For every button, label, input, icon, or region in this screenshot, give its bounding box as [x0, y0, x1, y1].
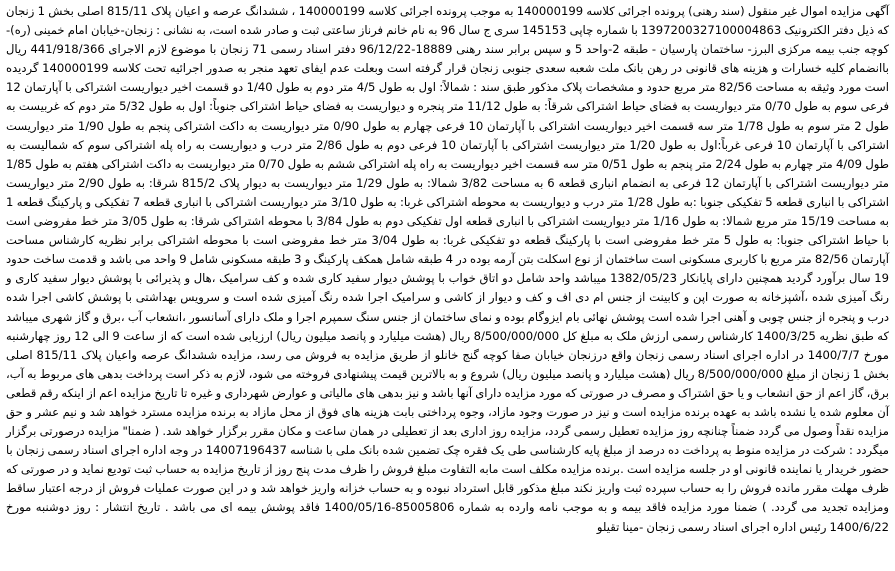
auction-notice-text: آگهی مزایده اموال غیر منقول (سند رهنی) پرونده اجرائی کلاسه 140000199 به موجب پرونده اجرائی کلاسه 140000199 ، ششدانگ عرصه و اعیان پلاک 815/11 اصلی بخش 1 زنجان که ذیل دفتر الکترونیک 139720032710000486​3 با شماره چاپی 145153 سری ج سال 96 به نام خانم فرناز ساعتی ثبت و صادر شده است، به نشانی : زنجان-خیابان امام خمینی (ره)-کوچه جنب بیمه مرکزی البرز- ساختمان پارسیان - طبقه 2-واحد 5 و سپس برابر سند رهنی 18889-96/12/22 دفتر اسناد رسمی 71 زنجان با موضوع لازم الاجرای 441/918/366 ریال باانضمام کلیه خسارات و هزینه های قانونی در رهن بانک ملت شعبه سعدی جنوبی زنجان قرار گرفته است وبعلت عدم ایفای تعهد منجر به صدور اجرائیه تحت کلاسه 140000199 گردیده است مورد وثیقه به مساحت 82/56 متر مربع حدود و مشخصات پلاک مذکور طبق سند : شمالاً: اول به طول 4/5 متر دوم به طول 1/40 دو قسمت اخیر دیواریست اشتراکی با آپارتمان 12 فرعی سوم به طول 0/70 متر دیواریست به فضای حیاط اشتراکی شرقاً: به طول 11/12 متر پنجره و دیواریست به فضای حیاط اشتراکی جنوباً: اول به طول 5/32 متر دوم که غربیست به طول 2 متر سوم به طول 1/78 متر سه قسمت اخیر دیواریست اشتراکی با آپارتمان 10 فرعی چهارم به طول 0/90 متر دیواریست به داکت اشتراکی پنجم به طول 1/90 متر دیواریست اشتراکی با آپارتمان 10 فرعی غرباً:اول به طول 1/20 متر دیواریست اشتراکی با آپارتمان 10 فرعی دوم به طول 2/86 متر درب و دیواریست به راه پله اشتراکی سوم که شمالیست به طول 4/09 متر چهارم به طول 2/24 متر پنجم به طول 0/51 متر سه قسمت اخیر دیواریست به راه پله اشتراکی ششم به طول 0/70 متر دیواریست به داکت اشتراکی هفتم به طول 1/85 متر دیواریست اشتراکی با آپارتمان 12 فرعی به انضمام انباری قطعه 6 به مساحت 3/82 شمالا: به طول 1/29 متر دیواریست به دیوار پلاک 815/2 شرقا: به طول 2/90 متر دیواریست اشتراکی با انباری قطعه 5 تفکیکی جنوبا :به طول 1/28 متر درب و دیواریست به محوطه اشتراکی غربا: به طول 3/10 متر دیواریست اشتراکی با انباری قطعه 7 تفکیکی و پارکینگ قطعه 1 به مساحت 15/19 متر مربع شمالا: به طول 1/16 متر دیواریست اشتراکی با انباری قطعه اول تفکیکی دوم به طول 3/84 با محوطه اشتراکی شرقا: به طول 3/05 متر خط مفروضی است با حیاط اشتراکی جنوبا: به طول 5 متر خط مفروضی است با پارکینگ قطعه دو تفکیکی غربا: به طول 3/04 متر خط مفروضی است با محوطه اشتراکی برابر نظریه کارشناس مساحت آپارتمان 82/56 متر مربع با کاربری مسکونی است ساختمان از نوع اسکلت بتن آرمه بوده در 4 طبقه شامل همکف پارکینگ و 3 طبقه مسکونی شامل 9 واحد می باشد و قدمت ساخت حدود 19 سال برآورد گردید همچنین دارای پایانکار 1382/05/23 میباشد واحد شامل دو اتاق خواب با پوشش دیوار سفید کاری شده و کف سرامیک ،هال و پذیرائی با پوشش دیوار سفید کاری و رنگ آمیزی شده ،آشپزخانه به صورت اپن و کابینت از جنس ام دی اف و کف و دیوار از کاشی و سرامیک اجرا شده رنگ آمیزی شده است و سرویس بهداشتی با پوشش کاشی اجرا شده درب و پنجره از جنس چوبی و آهنی اجرا شده است پوشش نهائی بام ایزوگام بوده و نمای ساختمان از جنس سنگ سمپرم اجرا و ملک دارای آسانسور ،انشعاب آب ،برق و گاز شهری میباشد که طبق نظریه 1400/3/25 کارشناس رسمی ارزش ملک به مبلغ کل 8/500/000/000 ریال (هشت میلیارد و پانصد میلیون ریال) ارزیابی شده است که از ساعت 9 الی 12 روز چهارشنبه مورخ 1400/7/7 در اداره اجرای اسناد رسمی زنجان واقع درزنجان خیابان صفا کوچه گنج خانلو از طریق مزایده به فروش می رسد، مزایده ششدانگ عرصه واعیان پلاک 815/11 اصلی بخش 1 زنجان از مبلغ 8/500/000/000 ریال (هشت میلیارد و پانصد میلیون ریال) شروع و به بالاترین قیمت پیشنهادی فروخته می شود، لازم به ذکر است پرداخت بدهی های مربوط به آب، برق، گاز اعم از حق انشعاب و یا حق اشتراک و مصرف در صورتی که مورد مزایده دارای آنها باشد و نیز بدهی های مالیاتی و عوارض شهرداری و غیره تا تاریخ مزایده اعم از اینکه رقم قطعی آن معلوم شده یا نشده باشد به عهده برنده مزایده است و نیز در صورت وجود مازاد، وجوه پرداختی بابت هزینه های فوق از محل مازاد به برنده مزایده مسترد خواهد شد و نیم عشر و حق مزایده نقداً وصول می گردد ضمناً چنانچه روز مزایده تعطیل رسمی گردد، مزایده روز اداری بعد از تعطیلی در همان ساعت و مکان مقرر برگزار خواهد شد. ( ضمنا" مزایده درصورتی برگزار میگردد : شرکت در مزایده منوط به پرداخت ده درصد از مبلغ پایه کارشناسی طی یک فقره چک تضمین شده بانک ملی با شناسه 14007196437 در وجه اداره اجرای اسناد رسمی زنجان با حضور خریدار یا نماینده قانونی او در جلسه مزایده است .برنده مزایده مکلف است مابه التفاوت مبلغ فروش را ظرف مدت پنج روز از تاریخ مزایده به حساب ثبت تودیع نماید و در صورتی که ظرف مهلت مقرر مانده فروش را به حساب سپرده ثبت واریز نکند مبلغ مذکور قابل استرداد نبوده و به حساب خزانه واریز خواهد شد و در این صورت عملیات فروش از درجه اعتبار ساقط ومزایده تجدید می گردد. ) ضمنا مورد مزایده فاقد بیمه و به موجب نامه وارده به شماره 85005806-1400/05/16 فاقد پوشش بیمه ای می باشد . تاریخ انتشار : روز دوشنبه مورخ 1400/6/22 رئیس اداره اجرای اسناد رسمی زنجان -مینا تقیلو: [6, 4, 890, 534]
